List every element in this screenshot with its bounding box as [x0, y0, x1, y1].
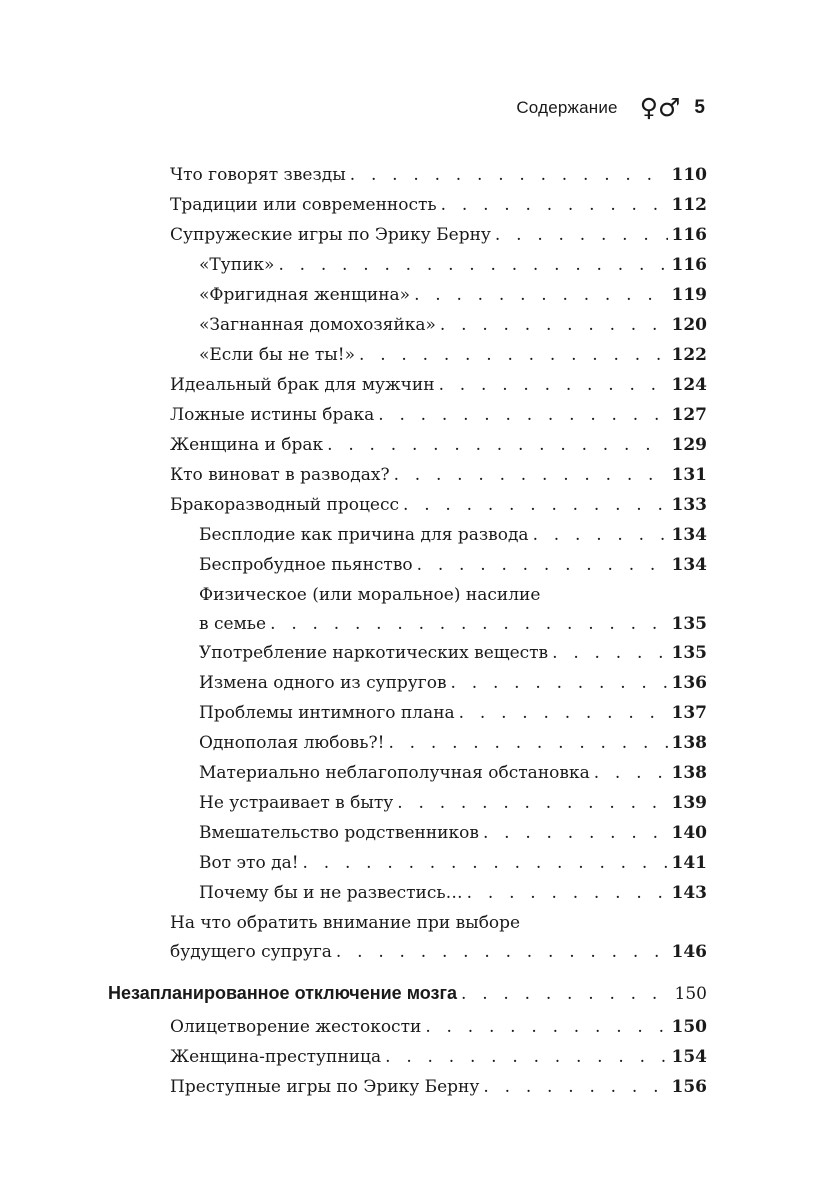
toc-entry-title: Ложные истины брака	[170, 405, 375, 425]
dot-leader	[397, 788, 667, 818]
toc-entry-page: 156	[671, 1077, 707, 1097]
toc-entry[interactable]	[0, 430, 707, 460]
dot-leader	[533, 520, 668, 550]
dot-leader	[439, 370, 668, 400]
toc-entry-title: Не устраивает в быту	[199, 793, 394, 813]
toc-entry-page: 143	[671, 883, 707, 903]
toc-entry-title: Что говорят звезды	[170, 165, 346, 185]
toc-entry-title: «Фригидная женщина»	[199, 285, 411, 305]
toc-entry[interactable]	[0, 638, 707, 668]
toc-entry-title: Вот это да!	[199, 853, 299, 873]
dot-leader	[378, 400, 667, 430]
header-title: Содержание	[516, 97, 618, 117]
toc-entry-page: 135	[671, 643, 707, 663]
dot-leader	[385, 1042, 667, 1072]
toc-entry-page: 122	[671, 345, 707, 365]
toc-entry[interactable]	[0, 160, 707, 190]
toc-entry-page: 154	[671, 1047, 707, 1067]
toc-entry[interactable]	[0, 698, 707, 728]
dot-leader	[467, 878, 668, 908]
toc-entry-title: Проблемы интимного плана	[199, 703, 455, 723]
toc-entry[interactable]	[0, 758, 707, 788]
dot-leader	[303, 848, 668, 878]
toc-entry-title: Незапланированное отключение мозга	[108, 983, 457, 1003]
toc-entry-title: Бесплодие как причина для развода	[199, 525, 529, 545]
toc-entry-page: 150	[671, 1017, 707, 1037]
toc-entry-title: «Если бы не ты!»	[199, 345, 355, 365]
toc-entry[interactable]	[0, 250, 707, 280]
toc-entry-title: Вмешательство родственников	[199, 823, 479, 843]
toc-entry-title: Олицетворение жестокости	[170, 1017, 422, 1037]
toc-entry[interactable]	[0, 190, 707, 220]
dot-leader	[483, 818, 668, 848]
toc-entry[interactable]	[0, 490, 707, 520]
toc-entry[interactable]	[0, 520, 707, 550]
page-number: 5	[694, 96, 705, 118]
dot-leader	[440, 310, 668, 340]
toc-entry-page: 136	[671, 673, 707, 693]
toc-entry-title: Физическое (или моральное) насилие	[199, 585, 541, 605]
toc-entry[interactable]	[0, 280, 707, 310]
toc-entry-page: 129	[671, 435, 707, 455]
toc-entry-title: Кто виноват в разводах?	[170, 465, 390, 485]
dot-leader	[278, 250, 667, 280]
toc-entry[interactable]	[0, 908, 707, 966]
toc-entry-page: 110	[671, 165, 707, 185]
dot-leader	[441, 190, 668, 220]
toc-entry-title: Супружеские игры по Эрику Берну	[170, 225, 491, 245]
toc-entry-title: На что обратить внимание при выборе	[170, 913, 521, 933]
toc-entry[interactable]	[0, 1072, 707, 1102]
toc-entry-title: в семье	[199, 614, 267, 634]
dot-leader	[425, 1012, 667, 1042]
toc-entry-title: Беспробудное пьянство	[199, 555, 413, 575]
dot-leader	[388, 728, 667, 758]
toc-entry[interactable]	[0, 818, 707, 848]
dot-leader	[552, 638, 667, 668]
toc-entry[interactable]	[0, 848, 707, 878]
dot-leader	[594, 758, 668, 788]
toc-entry[interactable]	[0, 220, 707, 250]
dot-leader	[359, 340, 668, 370]
toc-entry-page: 124	[671, 375, 707, 395]
toc-entry-page: 116	[671, 255, 707, 275]
dot-leader	[350, 160, 668, 190]
toc-entry-title: Идеальный брак для мужчин	[170, 375, 435, 395]
toc-entry-title: «Загнанная домохозяйка»	[199, 315, 436, 335]
running-header	[516, 95, 705, 120]
dot-leader	[461, 977, 671, 1011]
toc-entry-page: 134	[671, 555, 707, 575]
toc-entry[interactable]	[0, 550, 707, 580]
toc-entry-page: 139	[671, 793, 707, 813]
toc-entry-page: 116	[671, 225, 707, 245]
dot-leader	[403, 490, 667, 520]
toc-entry[interactable]	[0, 1012, 707, 1042]
table-of-contents	[0, 160, 817, 1102]
toc-entry[interactable]	[0, 310, 707, 340]
toc-chapter[interactable]	[0, 976, 707, 1010]
toc-entry[interactable]	[0, 668, 707, 698]
gender-symbols-icon: ♀♂	[639, 93, 681, 122]
toc-entry-page: 150	[674, 984, 707, 1004]
toc-entry-page: 135	[671, 614, 707, 634]
toc-entry-page: 127	[671, 405, 707, 425]
dot-leader	[459, 698, 668, 728]
toc-entry[interactable]	[0, 580, 707, 638]
toc-entry-page: 133	[671, 495, 707, 515]
dot-leader	[417, 550, 668, 580]
toc-entry-title: «Тупик»	[199, 255, 275, 275]
toc-entry-page: 140	[671, 823, 707, 843]
dot-leader	[327, 430, 667, 460]
toc-entry[interactable]	[0, 728, 707, 758]
toc-entry-title: будущего супруга	[170, 942, 332, 962]
toc-entry-title: Традиции или современность	[170, 195, 437, 215]
toc-entry-page: 112	[671, 195, 707, 215]
toc-entry-page: 137	[671, 703, 707, 723]
toc-entry-title: Женщина-преступница	[170, 1047, 382, 1067]
toc-entry-page: 138	[671, 763, 707, 783]
dot-leader	[451, 668, 668, 698]
toc-entry[interactable]	[0, 1042, 707, 1072]
toc-entry[interactable]	[0, 370, 707, 400]
dot-leader	[495, 220, 668, 250]
toc-entry-page: 138	[671, 733, 707, 753]
toc-entry-title: Преступные игры по Эрику Берну	[170, 1077, 480, 1097]
toc-entry-title: Материально неблагополучная обстановка	[199, 763, 590, 783]
toc-entry-page: 141	[671, 853, 707, 873]
toc-entry[interactable]	[0, 400, 707, 430]
toc-entry-page: 134	[671, 525, 707, 545]
toc-entry-page: 131	[671, 465, 707, 485]
toc-entry[interactable]	[0, 878, 707, 908]
dot-leader	[270, 610, 667, 638]
toc-entry[interactable]	[0, 460, 707, 490]
toc-entry[interactable]	[0, 340, 707, 370]
toc-entry-title: Почему бы и не развестись…	[199, 883, 463, 903]
toc-entry-title: Однополая любовь?!	[199, 733, 385, 753]
toc-entry-page: 120	[671, 315, 707, 335]
toc-entry-title: Бракоразводный процесс	[170, 495, 400, 515]
toc-entry-title: Женщина и брак	[170, 435, 324, 455]
dot-leader	[414, 280, 667, 310]
dot-leader	[336, 938, 668, 966]
toc-entry-title: Измена одного из супругов	[199, 673, 447, 693]
toc-entry-page: 146	[671, 942, 707, 962]
toc-entry-page: 119	[671, 285, 707, 305]
toc-entry-title: Употребление наркотических веществ	[199, 643, 549, 663]
dot-leader	[394, 460, 668, 490]
toc-entry[interactable]	[0, 788, 707, 818]
dot-leader	[483, 1072, 667, 1102]
